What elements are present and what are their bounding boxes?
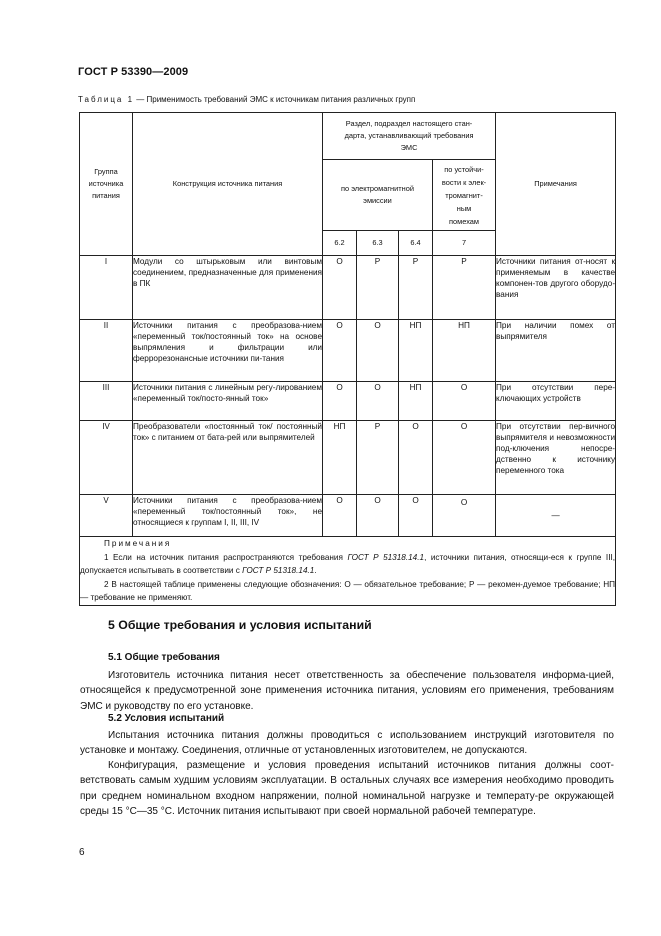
group-cell: III (80, 382, 133, 421)
value-cell: О (323, 382, 357, 421)
value-cell: О (433, 421, 496, 495)
value-cell: О (399, 421, 433, 495)
header-construction: Конструкция источника питания (133, 113, 323, 256)
table-row (80, 495, 616, 537)
header-group: Группа источника питания (80, 113, 133, 256)
group-cell: V (80, 495, 133, 537)
group-cell: II (80, 320, 133, 382)
note-1: 1 Если на источник питания распространяются требования ГОСТ Р 51318.14.1, источники питания, относящи-еся к группе III, допускается испытывать в соответствии с ГОСТ Р 51318.14.1. (80, 552, 616, 575)
subsection-5-1-title: 5.1 Общие требования (108, 652, 220, 663)
construction-cell: Источники питания с преобразова-нием «переменный ток/постоянный ток» на основе выпрямления и фильтрации или феррорезонансные источники пи-тания (133, 320, 323, 382)
value-cell: НП (399, 382, 433, 421)
table-row (80, 421, 616, 495)
header-section: Раздел, подраздел настоящего стан- дарта, устанавливающий требования ЭМС (323, 113, 496, 160)
table-row (80, 320, 616, 382)
construction-cell: Модули со штырьковым или винтовым соединением, предназначенные для применения в ПК (133, 256, 323, 320)
value-cell: О (357, 320, 399, 382)
table-row (80, 256, 616, 320)
table-notes-row (80, 537, 616, 606)
value-cell: О (323, 256, 357, 320)
col-num: 6.2 (323, 231, 357, 256)
value-cell: О (357, 495, 399, 537)
note-cell: При наличии помех от выпрямителя (496, 320, 616, 382)
construction-cell: Источники питания с линейным регу-лированием «переменный ток/посто-янный ток» (133, 382, 323, 421)
value-cell: О (323, 495, 357, 537)
note-cell: При отсутствии пер-вичного выпрямителя и невозможности под-ключения непосре-дственно к источнику переменного тока (496, 421, 616, 495)
header-emission: по электромагнитной эмиссии (323, 160, 433, 231)
col-num: 6.4 (399, 231, 433, 256)
value-cell: О (323, 320, 357, 382)
header-immunity: по устойчи- вости к элек- тромагнит- ным помехам (433, 160, 496, 231)
value-cell: НП (323, 421, 357, 495)
group-cell: I (80, 256, 133, 320)
col-num: 7 (433, 231, 496, 256)
construction-cell: Источники питания с преобразова-нием «переменный ток/постоянный ток», не относящиеся к группам I, II, III, IV (133, 495, 323, 537)
value-cell: О (433, 382, 496, 421)
value-cell: Р (357, 256, 399, 320)
note-cell: — (496, 495, 616, 537)
emc-requirements-table (79, 112, 616, 606)
value-cell: НП (433, 320, 496, 382)
page-number: 6 (79, 847, 85, 858)
value-cell: О (357, 382, 399, 421)
value-cell: Р (433, 256, 496, 320)
construction-cell: Преобразователи «постоянный ток/ постоянный ток» с питанием от бата-рей или выпрямителей (133, 421, 323, 495)
table-caption-lead: Таблица 1 (78, 95, 135, 104)
col-num: 6.3 (357, 231, 399, 256)
standard-title: ГОСТ Р 53390—2009 (78, 66, 189, 78)
subsection-5-2-title: 5.2 Условия испытаний (108, 713, 225, 724)
note-cell: При отсутствии пере-ключающих устройств (496, 382, 616, 421)
header-notes: Примечания (496, 113, 616, 256)
value-cell: О (399, 495, 433, 537)
table-caption-text: — Применимость требований ЭМС к источникам питания различных групп (134, 95, 416, 104)
section-5-title: 5 Общие требования и условия испытаний (108, 618, 372, 632)
value-cell: О (433, 495, 496, 537)
subsection-5-1-text: Изготовитель источника питания несет ответственность за обеспечение пользователя информа-цией, относящейся к предусмотренной зоне применения источника питания, условиям его применения, требованиям ЭМС и руководству по его установке. (80, 670, 614, 712)
table-notes (80, 537, 616, 606)
note-2: 2 В настоящей таблице применены следующие обозначения: О — обязательное требование; Р — рекомен-дуемое требование; НП — требование не применяют. (80, 579, 616, 602)
notes-title: Примечания (104, 539, 172, 548)
value-cell: Р (357, 421, 399, 495)
value-cell: Р (399, 256, 433, 320)
group-cell: IV (80, 421, 133, 495)
note-cell: Источники питания от-носят к применяемым в качестве компонен-тов другого оборудо-вания (496, 256, 616, 320)
subsection-5-2-para-2: Конфигурация, размещение и условия проведения испытаний источников питания должны соот-ветствовать самым худшим условиям эксплуатации. В остальных случаях все измерения необходимо проводить при среднем номинальном входном напряжении, полной номинальной нагрузке и температу-ре окружающей среды 15 °С—35 °С. Источник питания испытывают при своей нормальной рабочей температуре. (80, 760, 614, 817)
table-caption (78, 95, 415, 104)
subsection-5-2-para-1: Испытания источника питания должны проводиться с использованием инструкций изготовителя по установке и монтажу. Соединения, отличные от установленных изготовителем, не допускаются. (80, 730, 614, 757)
table-row (80, 382, 616, 421)
value-cell: НП (399, 320, 433, 382)
